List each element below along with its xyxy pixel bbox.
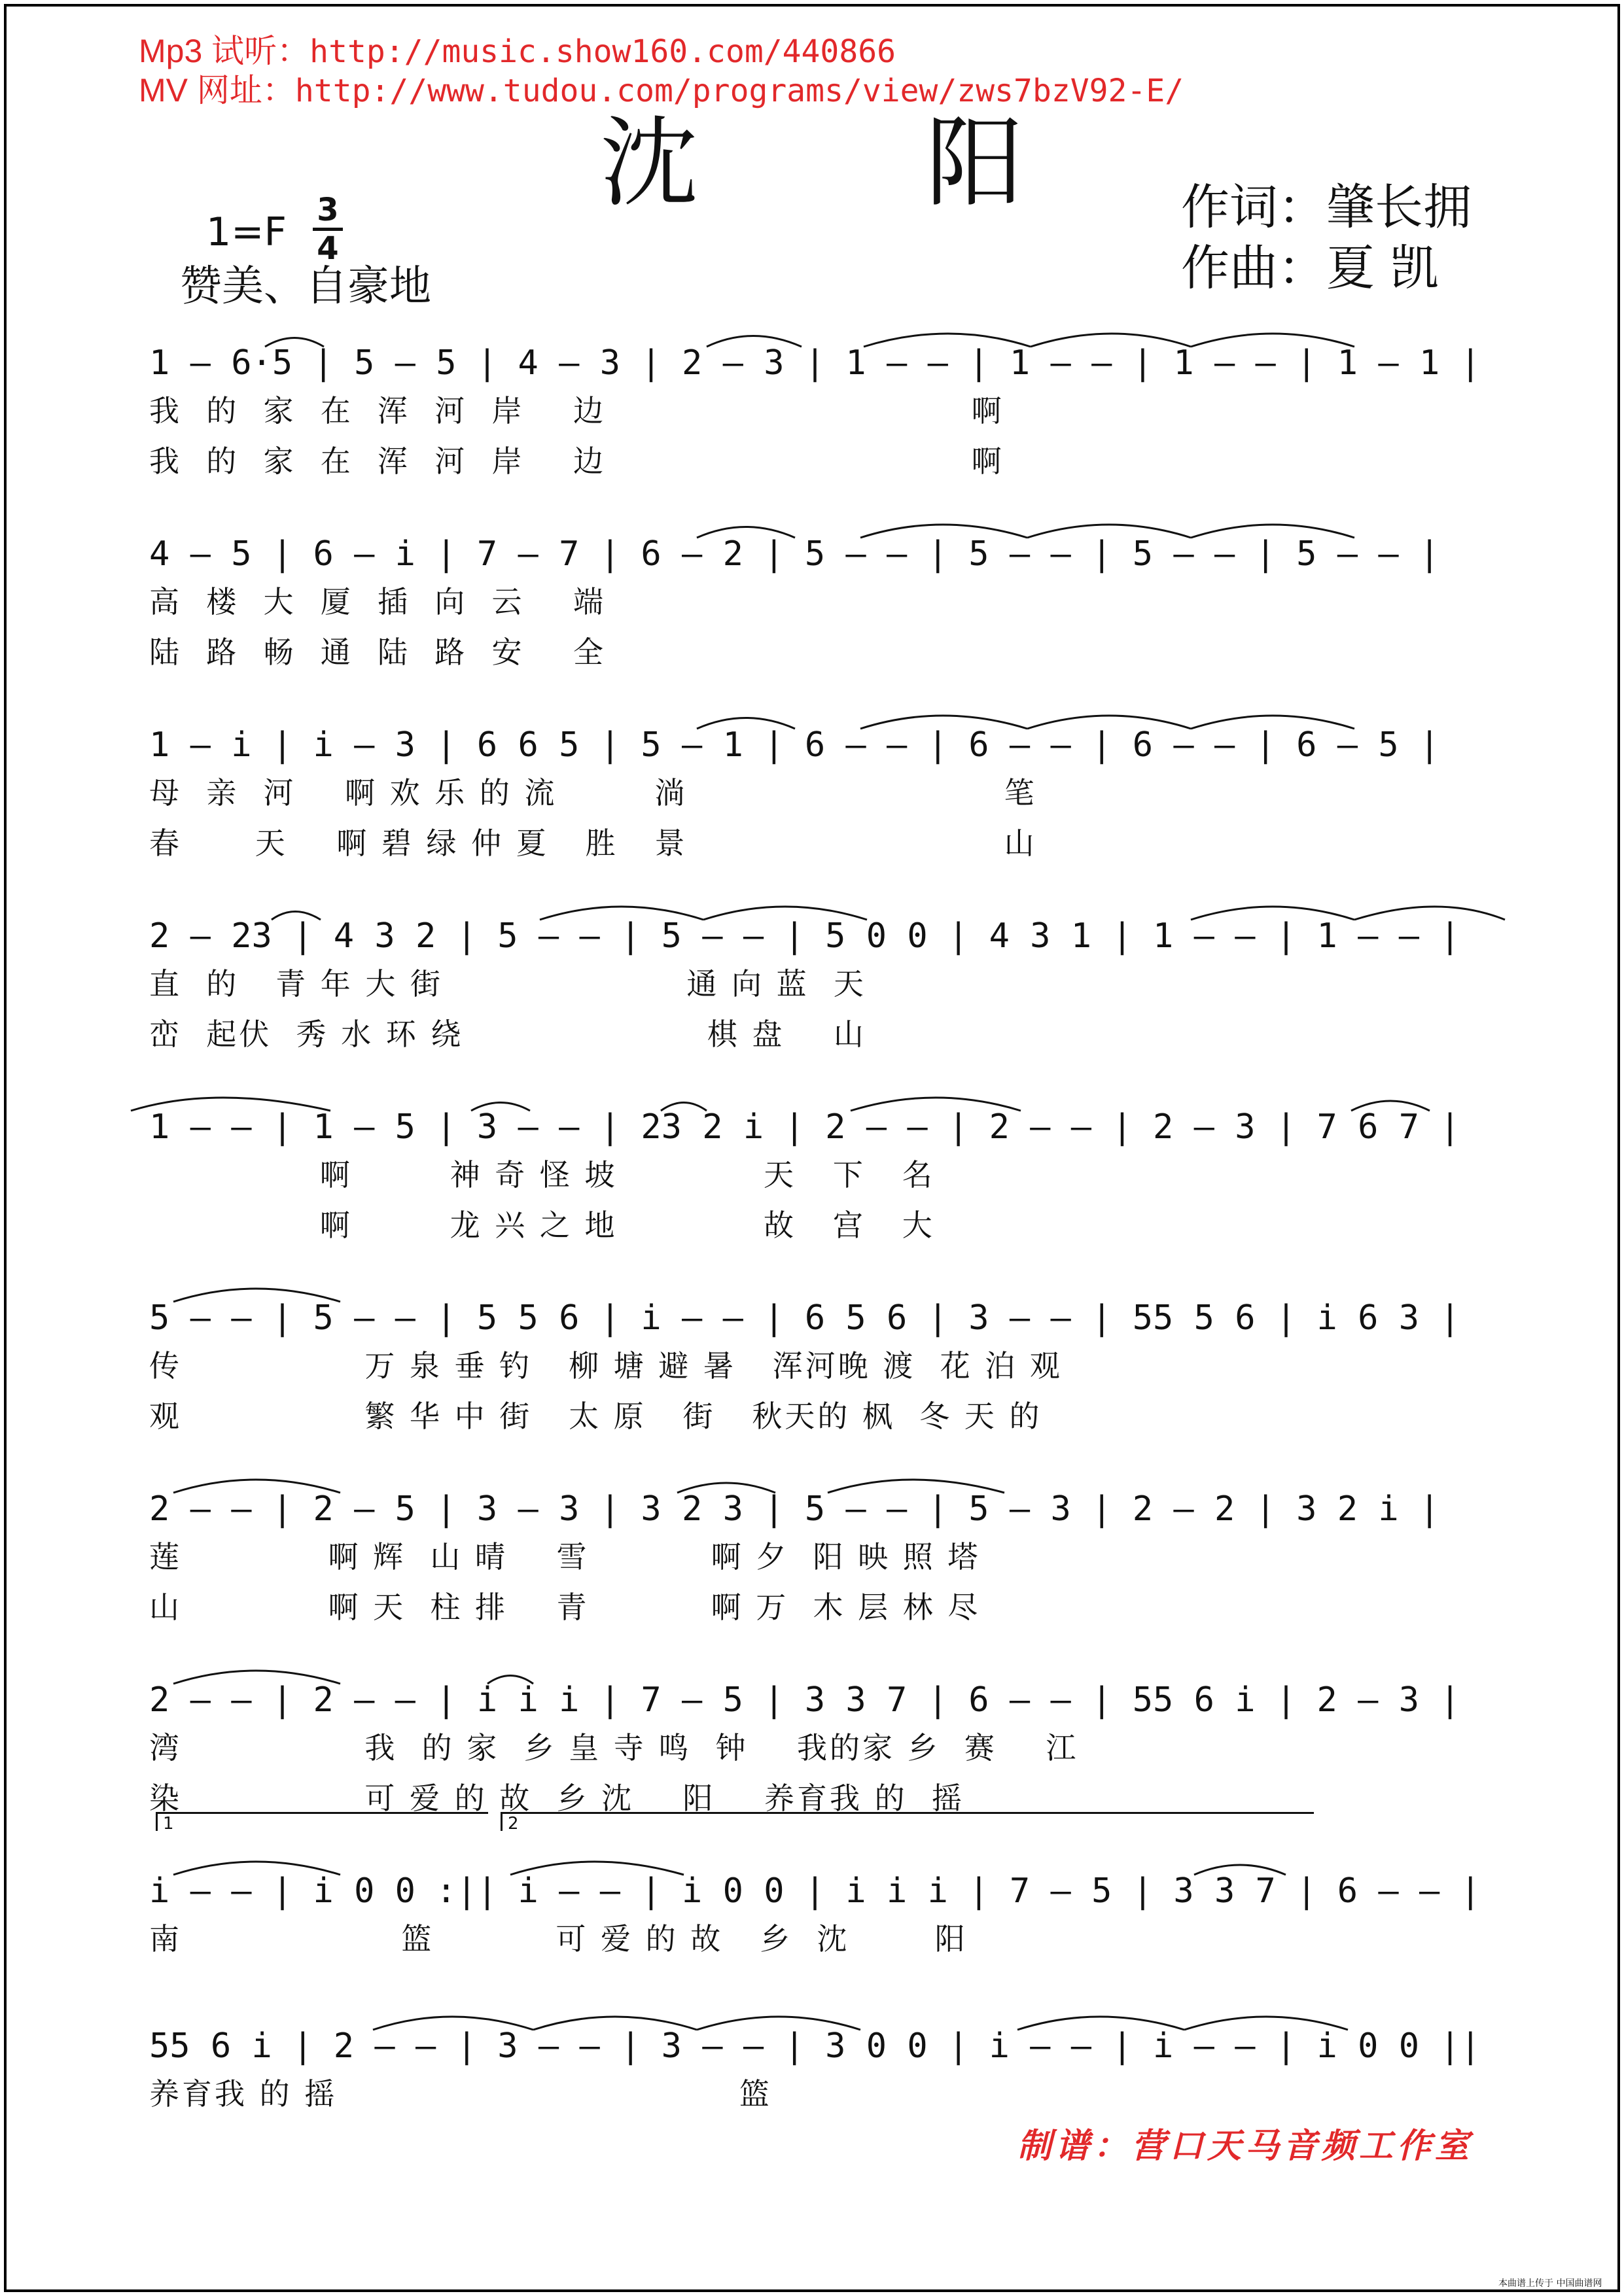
lyrics-verse-2: 观 繁 华 中 街 太 原 街 秋天的 枫 冬 天 的 <box>149 1399 1042 1434</box>
lyrics-verse-1: 我 的 家 在 浑 河 岸 边 啊 <box>149 393 1004 428</box>
mv-label: MV 网址： <box>139 72 295 109</box>
lyrics-verse-2: 染 可 爱 的 故 乡 沈 阳 养育我 的 摇 <box>149 1781 964 1816</box>
notation-row: 1 – – | 1 – 5 | 3 – – | 23 2 i | 2 – – | 2 – – | 2 – 3 | 7 6 7 | <box>149 1107 1460 1147</box>
second-ending-bracket <box>501 1812 1314 1834</box>
score-line-6 <box>0 1292 1624 1483</box>
notation-row: 2 – – | 2 – 5 | 3 – 3 | 3 2 3 | 5 – – | 5 – 3 | 2 – 2 | 3 2 i | <box>149 1489 1440 1529</box>
time-signature-bottom: 4 <box>317 230 339 267</box>
lyrics-verse-2: 山 啊 天 柱 排 青 啊 万 木 层 林 尽 <box>149 1590 981 1625</box>
time-signature <box>313 194 343 265</box>
notation-row: 55 6 i | 2 – – | 3 – – | 3 – – | 3 0 0 | i – – | i – – | i 0 0 || <box>149 2026 1481 2066</box>
transcriber-credit: 制谱：营口天马音频工作室 <box>1017 2126 1474 2166</box>
expression-mark: 赞美、自豪地 <box>180 262 431 311</box>
mp3-link-row[interactable] <box>139 31 896 71</box>
mv-link-row[interactable] <box>139 71 1184 111</box>
first-ending-number: 1 <box>163 1814 174 1834</box>
mv-url[interactable]: http://www.tudou.com/programs/view/zws7bzV92-E/ <box>294 73 1184 109</box>
lyrics-verse-1: 母 亲 河 啊 欢 乐 的 流 淌 笔 <box>149 775 1037 810</box>
notation-row: 5 – – | 5 – – | 5 5 6 | i – – | 6 5 6 | 3 – – | 55 5 6 | i 6 3 | <box>149 1298 1460 1338</box>
score-line-8 <box>0 1674 1624 1865</box>
second-ending-number: 2 <box>508 1814 519 1834</box>
lyrics-verse-1: 南 篮 可 爱 的 故 乡 沈 阳 <box>149 1921 968 1957</box>
first-ending-bracket <box>156 1812 488 1834</box>
upload-stamp: 本曲谱上传于 中国曲谱网 <box>1498 2278 1602 2289</box>
lyrics-verse-2: 峦 起伏 秀 水 环 绕 棋 盘 山 <box>149 1017 866 1052</box>
score-line-1 <box>0 337 1624 528</box>
key-signature: 1=F <box>206 209 287 255</box>
lyrics-verse-1: 高 楼 大 厦 插 向 云 端 <box>149 584 606 619</box>
lyrics-verse-2: 我 的 家 在 浑 河 岸 边 啊 <box>149 444 1004 479</box>
notation-row: 1 – 6·5 | 5 – 5 | 4 – 3 | 2 – 3 | 1 – – | 1 – – | 1 – – | 1 – 1 | <box>149 343 1481 383</box>
score-line-3 <box>0 719 1624 910</box>
lyrics-verse-1: 啊 神 奇 怪 坡 天 下 名 <box>149 1157 935 1192</box>
score-line-7 <box>0 1483 1624 1674</box>
song-title: 沈 阳 <box>600 107 1122 220</box>
notation-row: 4 – 5 | 6 – i | 7 – 7 | 6 – 2 | 5 – – | 5 – – | 5 – – | 5 – – | <box>149 534 1440 574</box>
score-line-4 <box>0 910 1624 1101</box>
notation-row: 2 – – | 2 – – | i i i | 7 – 5 | 3 3 7 | 6 – – | 55 6 i | 2 – 3 | <box>149 1680 1460 1720</box>
lyrics-verse-1: 湾 我 的 家 乡 皇 寺 鸣 钟 我的家 乡 赛 江 <box>149 1730 1079 1765</box>
mp3-url[interactable]: http://music.show160.com/440866 <box>309 33 896 70</box>
lyrics-verse-1: 传 万 泉 垂 钓 柳 塘 避 暑 浑河晚 渡 花 泊 观 <box>149 1348 1063 1383</box>
composer: 作曲：夏 凯 <box>1181 240 1439 296</box>
score-line-5 <box>0 1101 1624 1292</box>
notation-row: 1 – i | i – 3 | 6 6 5 | 5 – 1 | 6 – – | 6 – – | 6 – – | 6 – 5 | <box>149 725 1440 765</box>
notation-row: 2 – 23 | 4 3 2 | 5 – – | 5 – – | 5 0 0 | 4 3 1 | 1 – – | 1 – – | <box>149 916 1460 956</box>
notation-row: i – – | i 0 0 :|| i – – | i 0 0 | i i i | 7 – 5 | 3 3 7 | 6 – – | <box>149 1871 1481 1911</box>
lyrics-verse-1: 莲 啊 辉 山 晴 雪 啊 夕 阳 映 照 塔 <box>149 1539 981 1574</box>
lyrics-verse-1: 直 的 青 年 大 街 通 向 蓝 天 <box>149 966 866 1001</box>
lyrics-verse-1: 养育我 的 摇 篮 <box>149 2076 772 2112</box>
lyrics-verse-2: 春 天 啊 碧 绿 仲 夏 胜 景 山 <box>149 826 1037 861</box>
lyrics-verse-2: 陆 路 畅 通 陆 路 安 全 <box>149 635 606 670</box>
score-line-10 <box>0 2020 1624 2211</box>
lyricist: 作词：肇长拥 <box>1181 179 1472 235</box>
lyrics-verse-2: 啊 龙 兴 之 地 故 宫 大 <box>149 1208 935 1243</box>
mp3-label: Mp3 试听： <box>139 33 310 69</box>
time-signature-top: 3 <box>317 192 339 228</box>
lyrics-verse-2 <box>149 1971 1497 2008</box>
score-line-2 <box>0 528 1624 719</box>
